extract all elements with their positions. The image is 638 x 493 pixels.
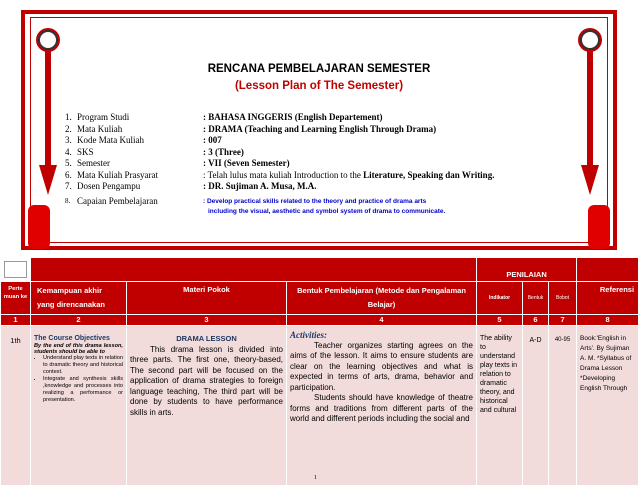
list-item: • Understand play texts in relation to dramatic theory and historical context.: [43, 355, 123, 376]
ornament-red-block: [28, 205, 50, 249]
col-header-referensi: Referensi: [577, 282, 638, 315]
materi-title: DRAMA LESSON: [176, 334, 237, 343]
table-row: [1, 326, 638, 486]
penilaian-header: PENILAIAN: [477, 258, 577, 282]
col-header-pertemuan: Perte muan ke: [1, 282, 31, 315]
col-number: 6: [523, 315, 549, 326]
col-number: 3: [127, 315, 287, 326]
materi-text: This drama lesson is divided into three parts. The first one, theory-based, The second part will be focused on the application of drama strategies to foreign language teaching, The third part will be done by students to have performance skills in arts.: [130, 344, 283, 417]
col-header-indikator: Indikator: [477, 282, 523, 315]
info-row: 6. Mata Kuliah Prasyarat : Telah lulus mata kuliah Introduction to the Literature, Speaking dan Writing.: [65, 169, 495, 180]
referensi-text: Book:'English in Arts'. By Sujiman A. M. *Syllabus of Drama Lesson *Developing English Through: [580, 335, 632, 392]
col-number: 1: [1, 315, 31, 326]
info-row: 2. Mata Kuliah : DRAMA (Teaching and Learning English Through Drama): [65, 123, 437, 134]
col-header-bobot: Bobot: [549, 282, 577, 315]
objective-intro: By the end of this drama lesson, students should be able to: [34, 343, 123, 355]
col-header-bentuk-nilai: Bentuk: [523, 282, 549, 315]
activities-title: Activities:: [290, 330, 327, 340]
col-number: 7: [549, 315, 577, 326]
info-row: 5. Semester : VII (Seven Semester): [65, 158, 290, 168]
col-number: 8: [577, 315, 638, 326]
info-row-continuation: including the visual, aesthetic and symbol system of drama to communicate.: [208, 208, 446, 215]
page-number: 1: [314, 475, 317, 481]
meeting-number: 1th: [1, 326, 31, 486]
indikator-text: The ability to understand play texts in relation to dramatic theory, and historical and cultural: [480, 335, 517, 414]
activities-paragraph: Teacher organizes starting agrees on the aims of the lesson. It aims to ensure students are clear on the learning objectives and what is expected in terms of arts, drama, behavior and participation.: [290, 340, 474, 392]
bobot-value: 40-95: [549, 326, 577, 486]
col-number: 5: [477, 315, 523, 326]
page-title: RENCANA PEMBELAJARAN SEMESTER: [207, 63, 431, 75]
blank-cell: [4, 261, 27, 278]
info-row: 3. Kode Mata Kuliah : 007: [65, 135, 222, 145]
info-row: 4. SKS : 3 (Three): [65, 146, 244, 157]
info-row: 8. Capaian Pembelajaran : Develop practical skills related to the theory and practice of drama arts: [65, 195, 427, 206]
info-row: 1. Program Studi : BAHASA INGGERIS (English Departement): [65, 112, 383, 122]
objective-list: [34, 355, 123, 404]
ornament-circle-icon: [580, 30, 600, 50]
course-info-list: [65, 112, 623, 217]
activities-paragraph: Students should have knowledge of theatre forms and traditions from different parts of the world and different periods including the social and: [290, 393, 474, 423]
lesson-plan-table: [0, 257, 638, 486]
objective-title: The Course Objectives: [34, 335, 110, 342]
col-number: 2: [31, 315, 127, 326]
list-item: • Integrate and synthesis skills ,knowledge and processes into realizing a performance or presentation.: [43, 376, 123, 404]
info-row: 7. Dosen Pengampu : DR. Sujiman A. Musa, M.A.: [65, 181, 317, 191]
col-number: 4: [287, 315, 477, 326]
col-header-kemampuan: Kemampuan akhir yang direncanakan: [31, 282, 127, 315]
bentuk-value: A-D: [523, 326, 549, 486]
col-header-bentuk: Bentuk Pembelajaran (Metode dan Pengalaman Belajar): [287, 282, 477, 315]
page-subtitle: (Lesson Plan of The Semester): [234, 80, 404, 92]
col-header-materi: Materi Pokok: [127, 282, 287, 315]
ornament-circle-icon: [38, 30, 58, 50]
ornament-arrow-icon: [39, 165, 57, 195]
